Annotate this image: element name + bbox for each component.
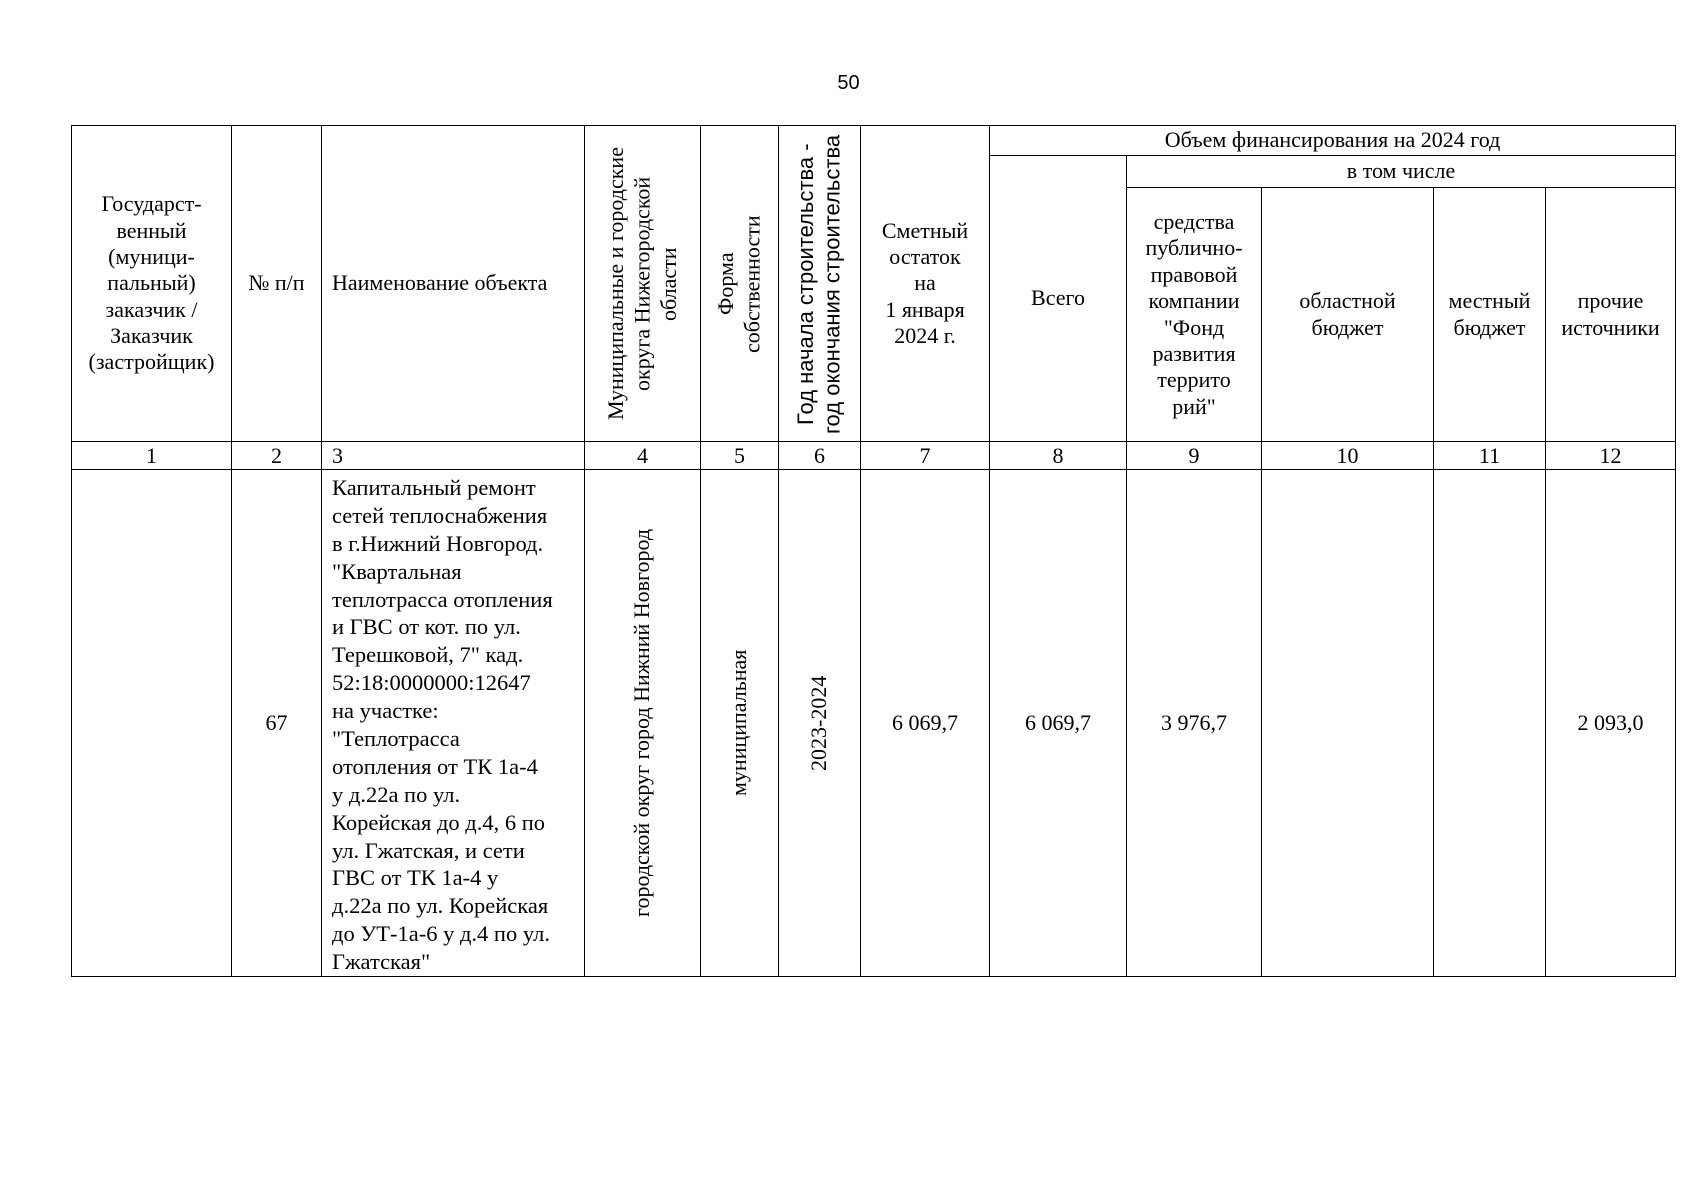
column-number: 3 bbox=[322, 442, 585, 470]
header-remaining: Сметный остаток на 1 января 2024 г. bbox=[861, 126, 990, 442]
cell-years bbox=[779, 470, 861, 977]
header-other: прочие источники bbox=[1546, 188, 1676, 442]
cell-regional bbox=[1262, 470, 1434, 977]
cell-object-name: Капитальный ремонт сетей теплоснабжения в г.Нижний Новгород. "Квартальная теплотрасса отопления и ГВС от кот. по ул. Терешковой, 7" кад. 52:18:0000000:12647 на участке: "Теплотрасса отопления от ТК 1а-4 у д.22а по ул. Корейская до д.4, 6 по ул. Гжатская, и сети ГВС от ТК 1а-4 у д.22а по ул. Корейская до УТ-1а-6 у д.4 по ул. Гжатская" bbox=[322, 470, 585, 977]
table-row bbox=[72, 470, 1676, 977]
column-number: 5 bbox=[701, 442, 779, 470]
column-number: 1 bbox=[72, 442, 232, 470]
header-customer: Государст- венный (муници- пальный) заказчик / Заказчик (застройщик) bbox=[72, 126, 232, 442]
header-including: в том числе bbox=[1127, 156, 1676, 188]
cell-municipality bbox=[585, 470, 701, 977]
column-number: 2 bbox=[232, 442, 322, 470]
column-number: 8 bbox=[990, 442, 1127, 470]
cell-ownership bbox=[701, 470, 779, 977]
header-fund: средства публично- правовой компании "Фонд развития террито рий" bbox=[1127, 188, 1262, 442]
header-ownership-text: Форма собственности bbox=[713, 214, 765, 353]
header-years bbox=[779, 126, 861, 442]
header-financing: Объем финансирования на 2024 год bbox=[990, 126, 1676, 156]
cell-remaining: 6 069,7 bbox=[861, 470, 990, 977]
header-row bbox=[72, 126, 1676, 156]
cell-ownership-text: муниципальная bbox=[726, 649, 752, 797]
header-local: местный бюджет bbox=[1434, 188, 1546, 442]
header-total: Всего bbox=[990, 156, 1127, 442]
cell-total: 6 069,7 bbox=[990, 470, 1127, 977]
cell-other: 2 093,0 bbox=[1546, 470, 1676, 977]
column-number: 9 bbox=[1127, 442, 1262, 470]
cell-number: 67 bbox=[232, 470, 322, 977]
column-number-row bbox=[72, 442, 1676, 470]
cell-local bbox=[1434, 470, 1546, 977]
column-number: 6 bbox=[779, 442, 861, 470]
column-number: 12 bbox=[1546, 442, 1676, 470]
financing-table bbox=[71, 125, 1676, 977]
cell-customer bbox=[72, 470, 232, 977]
header-municipality bbox=[585, 126, 701, 442]
cell-years-text: 2023-2024 bbox=[806, 675, 832, 771]
header-regional: областной бюджет bbox=[1262, 188, 1434, 442]
cell-fund: 3 976,7 bbox=[1127, 470, 1262, 977]
column-number: 10 bbox=[1262, 442, 1434, 470]
header-ownership bbox=[701, 126, 779, 442]
header-object-name: Наименование объекта bbox=[322, 126, 585, 442]
header-municipality-text: Муниципальные и городские округа Нижегородской области bbox=[602, 147, 681, 420]
header-number: № п/п bbox=[232, 126, 322, 442]
column-number: 4 bbox=[585, 442, 701, 470]
column-number: 11 bbox=[1434, 442, 1546, 470]
column-number: 7 bbox=[861, 442, 990, 470]
cell-municipality-text: городской округ город Нижний Новгород bbox=[629, 528, 655, 918]
page-number: 50 bbox=[837, 72, 860, 94]
header-years-text: Год начала строительства - год окончания строительства bbox=[793, 133, 845, 434]
